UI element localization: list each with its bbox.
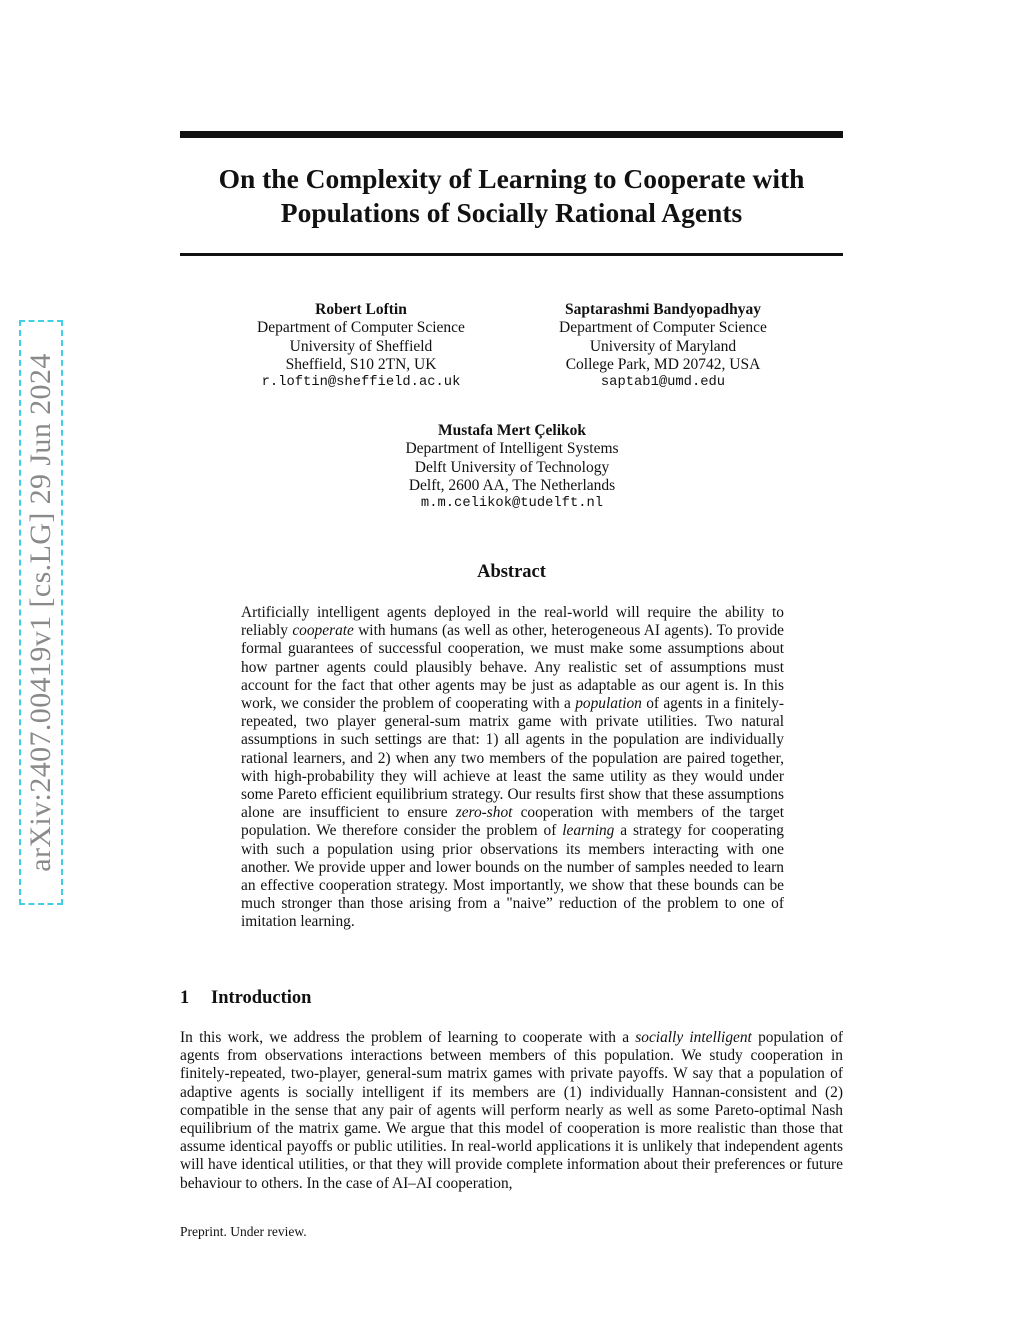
intro-text: population of agents from observations interactions between members of this population. We study cooperation in finitely-repeated, two-player, general-sum matrix games with private payoffs. W say that a population of adaptive agents is socially intelligent if its members are (1) individually Hannan-consistent and (2) compatible in the sense that any pair of agents will perform nearly as well as some Pareto-optimal Nash equilibrium of the matrix game. We argue that this model of cooperation is more realistic than those that assume identical payoffs or public utilities. In real-world applications it is unlikely that independent agents will have identical utilities, or that they will provide complete information about their preferences or future behaviour to others. In the case of AI–AI cooperation, bbox=[180, 1029, 843, 1192]
abstract-emphasis: learning bbox=[562, 822, 615, 840]
abstract-text: Artificially intelligent agents deployed in the real-world will require the ability to reliably bbox=[241, 604, 784, 640]
section-heading-introduction bbox=[180, 987, 311, 1009]
title-bottom-rule bbox=[180, 253, 843, 256]
paper-title bbox=[180, 162, 843, 230]
abstract-heading: Abstract bbox=[477, 562, 546, 582]
author-institution: University of Maryland bbox=[589, 337, 737, 355]
author-email[interactable]: r.loftin@sheffield.ac.uk bbox=[261, 375, 461, 391]
author-department: Department of Intelligent Systems bbox=[405, 440, 619, 458]
author-department: Department of Computer Science bbox=[257, 319, 465, 337]
preprint-footer: Preprint. Under review. bbox=[180, 1224, 307, 1239]
title-top-rule bbox=[180, 131, 843, 138]
intro-emphasis: socially intelligent bbox=[635, 1029, 752, 1046]
abstract-text: a strategy for cooperating with such a population using prior observations its members interacting with one another. We provide upper and lower bounds on the number of samples needed to learn an effective cooperation strategy. Most importantly, we show that these bounds can be much stronger than those arising from a "naive” reduction of the problem to one of imitation learning. bbox=[241, 822, 784, 931]
intro-text: In this work, we address the problem of learning to cooperate with a bbox=[180, 1029, 636, 1046]
author-address: College Park, MD 20742, USA bbox=[565, 355, 761, 373]
author-institution: University of Sheffield bbox=[289, 337, 433, 355]
abstract-text: with humans (as well as other, heterogeneous AI agents). To provide formal guarantees of successful cooperation, we must make some assumptions about how partner agents could plausibly behave. Any realistic set of assumptions must account for the fact that other agents may be just as adaptable as our agent is. In this work, we consider the problem of cooperating with a bbox=[241, 622, 784, 713]
abstract-emphasis: zero-shot bbox=[455, 804, 513, 822]
author-email[interactable]: saptab1@umd.edu bbox=[600, 375, 726, 391]
author-name: Mustafa Mert Çelikok bbox=[437, 422, 587, 439]
arxiv-identifier-stamp[interactable]: arXiv:2407.00419v1 [cs.LG] 29 Jun 2024 bbox=[19, 320, 63, 905]
author-institution: Delft University of Technology bbox=[414, 458, 610, 476]
author-block-1 bbox=[220, 301, 502, 392]
abstract-emphasis: cooperate bbox=[292, 622, 354, 640]
introduction-body bbox=[180, 1029, 843, 1193]
author-block-2 bbox=[515, 301, 811, 392]
author-name: Robert Loftin bbox=[315, 301, 407, 318]
author-department: Department of Computer Science bbox=[559, 319, 767, 337]
title-line-2: Populations of Socially Rational Agents bbox=[280, 197, 743, 228]
abstract-emphasis: population bbox=[575, 695, 642, 713]
abstract-text: cooperation with members of the target population. We therefore consider the problem of bbox=[241, 804, 785, 840]
author-block-3 bbox=[362, 422, 662, 513]
abstract-text: of agents in a finitely-repeated, two player general-sum matrix game with private utilities. Two natural assumptions in such settings are that: 1) all agents in the population are individually rational learners, and 2) when any two members of the population are paired together, with high-probability they will achieve at least the same utility as they would under some Pareto efficient equilibrium strategy. Our results first show that these assumptions alone are insufficient to ensure bbox=[241, 695, 784, 822]
title-line-1: On the Complexity of Learning to Cooperate with bbox=[218, 163, 805, 194]
author-email[interactable]: m.m.celikok@tudelft.nl bbox=[420, 496, 604, 512]
abstract-body bbox=[241, 604, 784, 932]
section-number: 1 bbox=[180, 988, 190, 1008]
section-title: Introduction bbox=[211, 988, 312, 1008]
author-name: Saptarashmi Bandyopadhyay bbox=[565, 301, 761, 318]
author-address: Delft, 2600 AA, The Netherlands bbox=[408, 476, 616, 494]
author-address: Sheffield, S10 2TN, UK bbox=[285, 355, 437, 373]
